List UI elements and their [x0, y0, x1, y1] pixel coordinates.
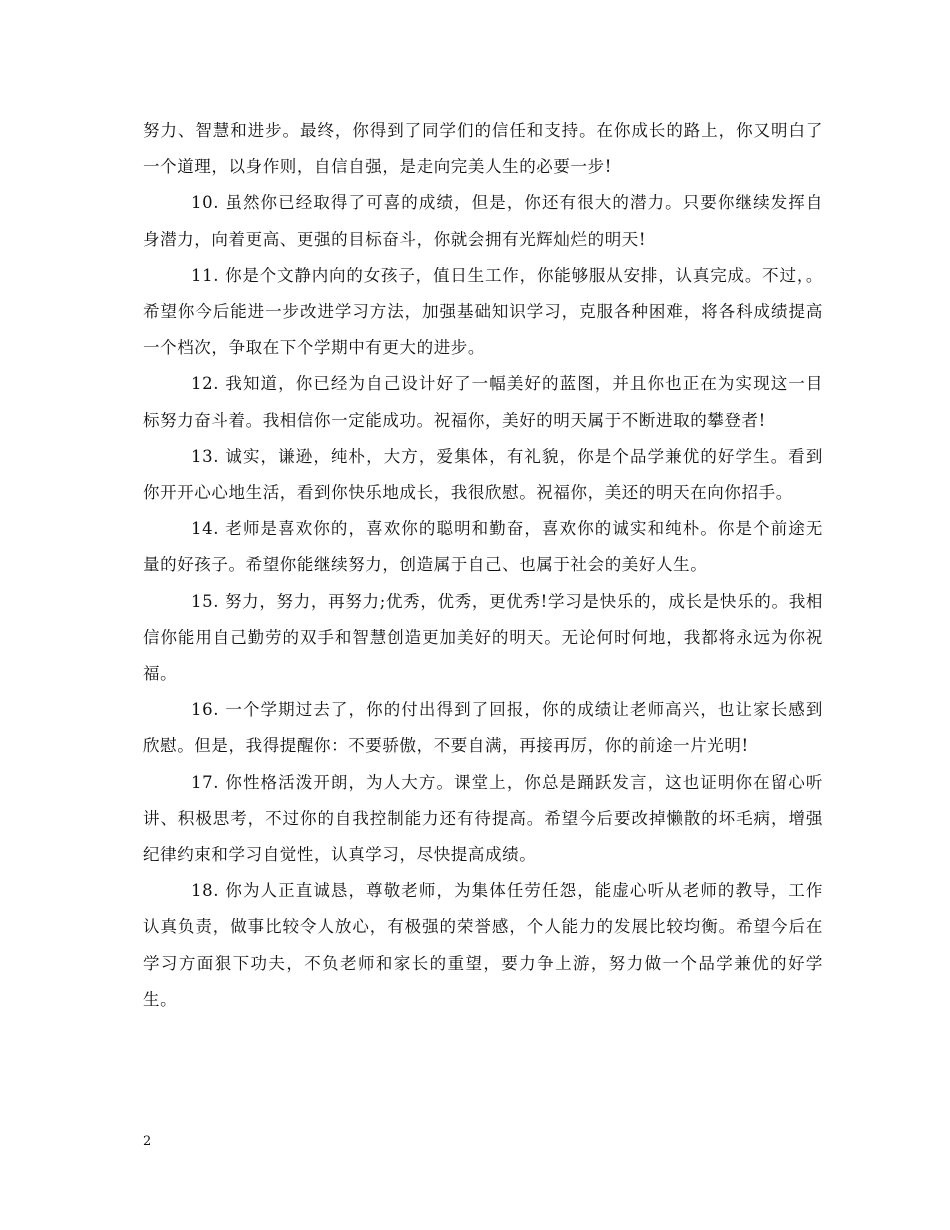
- paragraph-continuation: 努力、智慧和进步。最终，你得到了同学们的信任和支持。在你成长的路上，你又明白了一个道理，以身作则，自信自强，是走向完美人生的必要一步!: [143, 121, 823, 177]
- paragraph-item-16: 16. 一个学期过去了，你的付出得到了回报，你的成绩让老师高兴，也让家长感到欣慰。但是，我得提醒你：不要骄傲，不要自满，再接再厉，你的前途一片光明!: [143, 700, 823, 756]
- document-body: [143, 113, 823, 1018]
- page-number: 2: [143, 1134, 152, 1149]
- paragraph-item-15: 15. 努力，努力，再努力;优秀，优秀，更优秀!学习是快乐的，成长是快乐的。我相信你能用自己勤劳的双手和智慧创造更加美好的明天。无论何时何地，我都将永远为你祝福。: [143, 591, 823, 684]
- paragraph-item-11: 11. 你是个文静内向的女孩子，值日生工作，你能够服从安排，认真完成。不过，。希望你今后能进一步改进学习方法，加强基础知识学习，克服各种困难，将各科成绩提高一个档次，争取在下个学期中有更大的进步。: [143, 265, 823, 358]
- paragraph-item-17: 17. 你性格活泼开朗，为人大方。课堂上，你总是踊跃发言，这也证明你在留心听讲、积极思考，不过你的自我控制能力还有待提高。希望今后要改掉懒散的坏毛病，增强纪律约束和学习自觉性，认真学习，尽快提高成绩。: [143, 772, 823, 865]
- paragraph-item-18: 18. 你为人正直诚恳，尊敬老师，为集体任劳任怨，能虚心听从老师的教导，工作认真负责，做事比较令人放心，有极强的荣誉感，个人能力的发展比较均衡。希望今后在学习方面狠下功夫，不负老师和家长的重望，要力争上游，努力做一个品学兼优的好学生。: [143, 881, 823, 1009]
- paragraph-item-14: 14. 老师是喜欢你的，喜欢你的聪明和勤奋，喜欢你的诚实和纯朴。你是个前途无量的好孩子。希望你能继续努力，创造属于自己、也属于社会的美好人生。: [143, 519, 823, 575]
- paragraph-item-12: 12. 我知道，你已经为自己设计好了一幅美好的蓝图，并且你也正在为实现这一目标努力奋斗着。我相信你一定能成功。祝福你，美好的明天属于不断进取的攀登者!: [143, 374, 823, 430]
- paragraph-item-10: 10. 虽然你已经取得了可喜的成绩，但是，你还有很大的潜力。只要你继续发挥自身潜力，向着更高、更强的目标奋斗，你就会拥有光辉灿烂的明天!: [143, 193, 823, 249]
- paragraph-item-13: 13. 诚实，谦逊，纯朴，大方，爱集体，有礼貌，你是个品学兼优的好学生。看到你开开心心地生活，看到你快乐地成长，我很欣慰。祝福你，美还的明天在向你招手。: [143, 446, 823, 503]
